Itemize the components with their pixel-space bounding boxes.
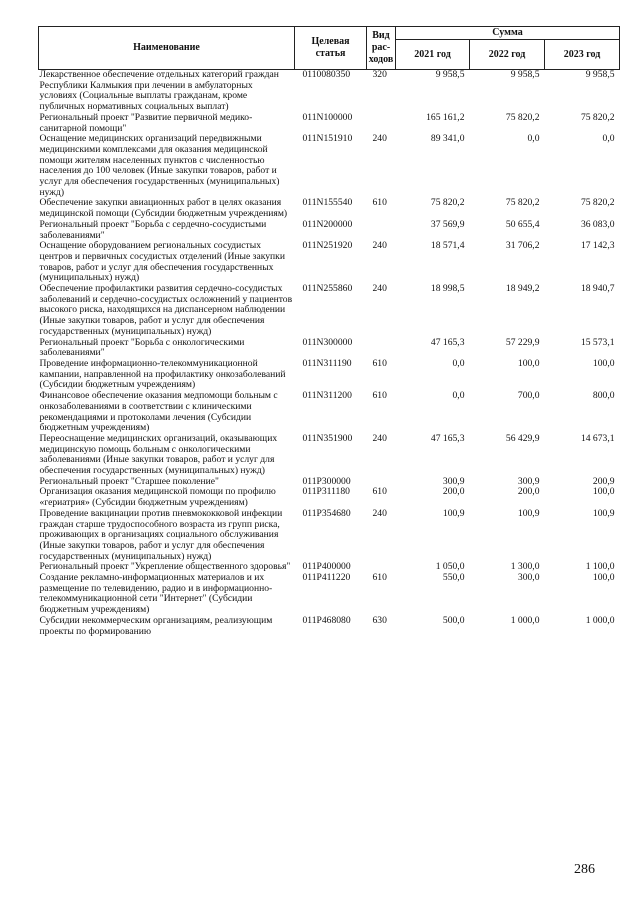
table-row <box>39 359 620 391</box>
row-name: Региональный проект "Борьба с онкологическими заболеваниями" <box>39 336 245 359</box>
row-value-2022: 1 300,0 <box>510 561 540 573</box>
row-target-article: 011P311180 <box>302 486 350 498</box>
row-value-2023: 75 820,2 <box>580 197 615 209</box>
row-value-2021: 200,0 <box>442 486 465 498</box>
row-value-2021: 550,0 <box>442 572 465 584</box>
row-value-2022: 100,9 <box>517 507 540 519</box>
row-expense-type <box>367 113 396 134</box>
table-row <box>39 391 620 434</box>
row-name: Финансовое обеспечение оказания медпомощи больным с онкозаболеваниями в соответствии с клиническими рекомендациями и протоколами лечения (Субсидии бюджетным учреждениям) <box>39 390 278 434</box>
row-value-2021: 0,0 <box>452 357 465 369</box>
header-year-2021: 2021 год <box>396 40 470 70</box>
budget-table-page <box>38 26 619 637</box>
row-value-2022: 56 429,9 <box>505 432 540 444</box>
row-name: Региональный проект "Борьба с сердечно-сосудистыми заболеваниями" <box>39 218 267 241</box>
row-value-2022: 9 958,5 <box>510 69 540 80</box>
row-value-2021: 165 161,2 <box>426 111 465 123</box>
row-target-article: 011N311200 <box>302 390 352 402</box>
row-value-2022: 50 655,4 <box>505 218 540 230</box>
row-value-2021: 9 958,5 <box>435 69 465 80</box>
row-value-2021: 18 571,4 <box>430 240 465 252</box>
header-sum: Сумма <box>396 27 620 40</box>
table-body <box>39 70 620 638</box>
row-value-2022: 31 706,2 <box>505 240 540 252</box>
row-target-article: 011N200000 <box>302 218 353 230</box>
row-value-2021: 75 820,2 <box>430 197 465 209</box>
row-name: Обеспечение профилактики развития сердечно-сосудистых заболеваний и сердечно-сосудистых осложнений у пациентов высокого риска, находящихся на диспансерном наблюдении (Иные закупки товаров, работ и услуг для обеспечения государственных (муниципальных) нужд) <box>39 283 293 337</box>
row-target-article: 011N151910 <box>302 133 353 145</box>
row-expense-type: 320 <box>372 69 387 80</box>
table-row <box>39 70 620 113</box>
row-name: Обеспечение закупки авиационных работ в целях оказания медицинской помощи (Субсидии бюджетным учреждениям) <box>39 197 288 220</box>
table-row <box>39 338 620 359</box>
row-value-2022: 300,0 <box>517 572 540 584</box>
row-value-2021: 47 165,3 <box>430 432 465 444</box>
row-target-article: 011P400000 <box>302 561 351 573</box>
row-target-article: 011N351900 <box>302 432 353 444</box>
row-value-2022: 57 229,9 <box>505 336 540 348</box>
header-name: Наименование <box>39 27 295 70</box>
row-value-2023: 800,0 <box>592 390 615 402</box>
row-value-2023: 100,0 <box>592 357 615 369</box>
budget-table <box>38 26 620 637</box>
row-value-2023: 36 083,0 <box>580 218 615 230</box>
row-value-2021: 47 165,3 <box>430 336 465 348</box>
header-expense-type: Вид рас-ходов <box>367 27 396 70</box>
header-year-2023: 2023 год <box>545 40 620 70</box>
row-value-2022: 700,0 <box>517 390 540 402</box>
row-value-2023: 75 820,2 <box>580 111 615 123</box>
row-expense-type: 240 <box>372 432 387 444</box>
row-name: Переоснащение медицинских организаций, оказывающих медицинскую помощь больным с онкологическими заболеваниями (Иные закупки товаров, работ и услуг для обеспечения государственных (муниципальных) нужд) <box>39 432 278 477</box>
row-value-2021: 500,0 <box>442 614 465 626</box>
row-target-article: 011N155540 <box>302 197 353 209</box>
row-value-2023: 15 573,1 <box>580 336 615 348</box>
row-expense-type: 240 <box>372 507 387 519</box>
row-expense-type: 240 <box>372 133 387 145</box>
row-name: Региональный проект "Укрепление общественного здоровья" <box>39 561 291 573</box>
row-target-article: 011N311190 <box>302 357 352 369</box>
row-value-2021: 0,0 <box>452 390 465 402</box>
row-value-2023: 1 100,0 <box>585 561 615 573</box>
row-value-2022: 200,0 <box>517 486 540 498</box>
row-value-2022: 75 820,2 <box>505 197 540 209</box>
row-name: Проведение информационно-телекоммуникационной кампании, направленной на профилактику онкозаболеваний (Субсидии бюджетным учреждениям) <box>39 357 286 391</box>
row-value-2023: 100,0 <box>592 486 615 498</box>
row-target-article: 011N251920 <box>302 240 353 252</box>
row-target-article: 011P300000 <box>302 475 351 487</box>
row-value-2022: 0,0 <box>527 133 540 145</box>
row-target-article: 0110080350 <box>302 69 351 80</box>
row-expense-type: 610 <box>372 486 387 498</box>
row-name: Лекарственное обеспечение отдельных категорий граждан Республики Калмыкия при лечении в амбулаторных условиях (Социальные выплаты гражданам, кроме публичных нормативных социальных выплат) <box>39 69 279 113</box>
table-row <box>39 134 620 198</box>
row-value-2023: 0,0 <box>602 133 615 145</box>
table-header <box>39 27 620 70</box>
row-value-2023: 200,9 <box>592 475 615 487</box>
row-expense-type <box>367 220 396 241</box>
row-target-article: 011N255860 <box>302 283 353 295</box>
row-value-2023: 9 958,5 <box>585 69 615 80</box>
row-name: Создание рекламно-информационных материалов и их размещение по телевидению, радио и в информационно-телекоммуникационной сети "Интернет" (Субсидии бюджетным учреждениям) <box>39 572 273 616</box>
table-row <box>39 284 620 338</box>
page-number: 286 <box>574 862 595 877</box>
row-name: Организация оказания медицинской помощи по профилю «гериатрия» (Субсидии бюджетным учреждениям) <box>39 486 276 509</box>
row-expense-type: 240 <box>372 283 387 295</box>
row-expense-type: 630 <box>372 614 387 626</box>
row-target-article: 011P354680 <box>302 507 351 519</box>
row-name: Оснащение медицинских организаций передвижными медицинскими комплексами для оказания медицинской помощи жителям населенных пунктов с численностью населения до 100 человек (Иные закупки товаров, работ и услуг для обеспечения государственных (муниципальных) нужд) <box>39 133 280 198</box>
table-row <box>39 434 620 477</box>
row-value-2021: 300,9 <box>442 475 465 487</box>
row-value-2023: 18 940,7 <box>580 283 615 295</box>
row-expense-type: 610 <box>372 357 387 369</box>
header-target-article: Целевая статья <box>295 27 367 70</box>
row-expense-type: 240 <box>372 240 387 252</box>
row-name: Субсидии некоммерческим организациям, реализующим проекты по формированию <box>39 614 273 637</box>
row-value-2021: 37 569,9 <box>430 218 465 230</box>
row-name: Проведение вакцинации против пневмококковой инфекции граждан старше трудоспособного возраста из групп риска, проживающих в организациях социального обслуживания (Иные закупки товаров, работ и услуг для обеспечения государственных (муниципальных) нужд) <box>39 507 283 562</box>
row-value-2021: 1 050,0 <box>435 561 465 573</box>
row-name: Региональный проект "Старшее поколение" <box>39 475 219 487</box>
row-name: Региональный проект "Развитие первичной медико-санитарной помощи" <box>39 111 253 134</box>
row-value-2022: 100,0 <box>517 357 540 369</box>
row-value-2023: 100,9 <box>592 507 615 519</box>
table-row <box>39 241 620 284</box>
table-row <box>39 487 620 508</box>
row-value-2021: 18 998,5 <box>430 283 465 295</box>
table-row <box>39 616 620 637</box>
row-value-2023: 17 142,3 <box>580 240 615 252</box>
row-value-2023: 100,0 <box>592 572 615 584</box>
row-value-2021: 89 341,0 <box>430 133 465 145</box>
table-row <box>39 220 620 241</box>
table-row <box>39 509 620 563</box>
row-expense-type: 610 <box>372 197 387 209</box>
row-expense-type: 610 <box>372 390 387 402</box>
row-value-2023: 1 000,0 <box>585 614 615 626</box>
table-row <box>39 573 620 616</box>
row-value-2022: 1 000,0 <box>510 614 540 626</box>
table-row <box>39 113 620 134</box>
header-year-2022: 2022 год <box>470 40 545 70</box>
row-target-article: 011P411220 <box>302 572 351 584</box>
row-value-2022: 75 820,2 <box>505 111 540 123</box>
row-target-article: 011N100000 <box>302 111 353 123</box>
row-value-2021: 100,9 <box>442 507 465 519</box>
row-expense-type: 610 <box>372 572 387 584</box>
table-row <box>39 198 620 219</box>
row-value-2023: 14 673,1 <box>580 432 615 444</box>
row-name: Оснащение оборудованием региональных сосудистых центров и первичных сосудистых отделений (Иные закупки товаров, работ и услуг для обеспечения государственных (муниципальных) нужд) <box>39 240 285 284</box>
row-value-2022: 300,9 <box>517 475 540 487</box>
row-target-article: 011P468080 <box>302 614 351 626</box>
row-target-article: 011N300000 <box>302 336 353 348</box>
row-expense-type <box>367 338 396 359</box>
row-value-2022: 18 949,2 <box>505 283 540 295</box>
